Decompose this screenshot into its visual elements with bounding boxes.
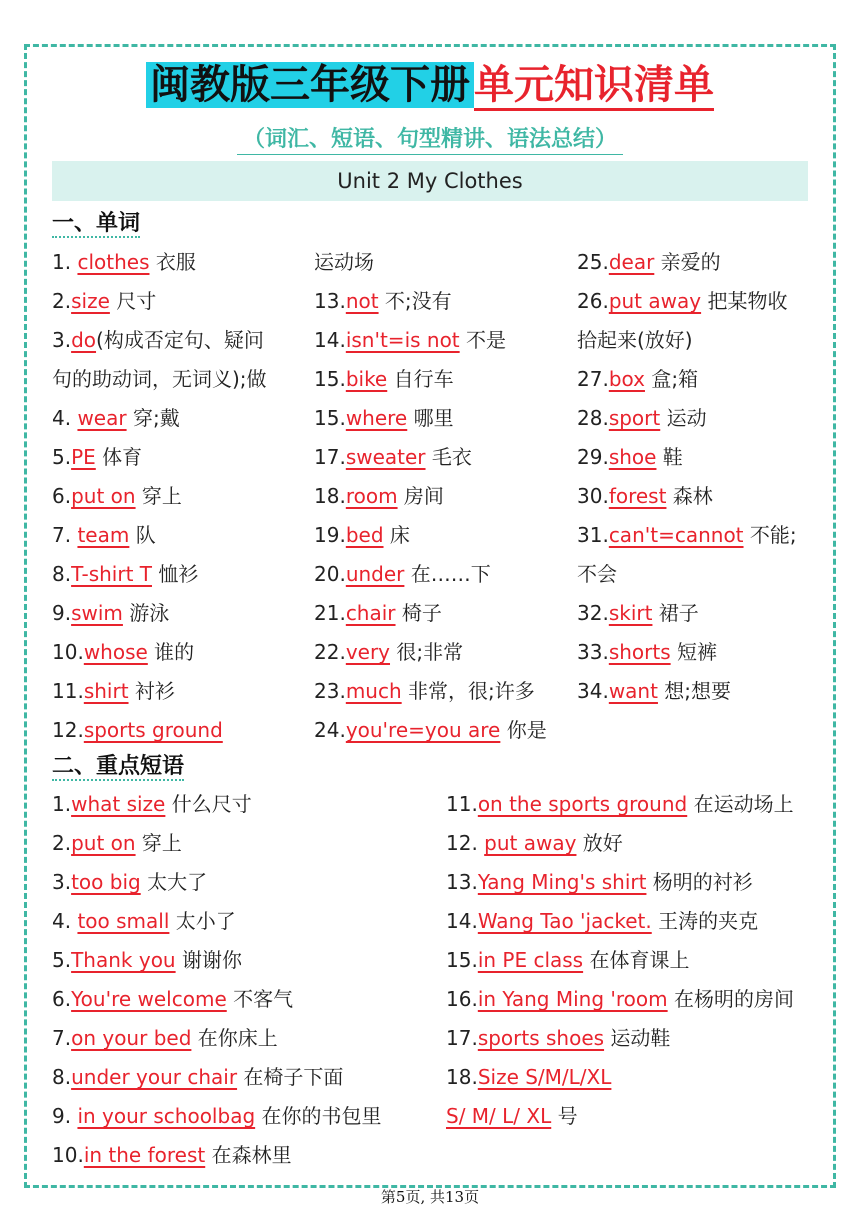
item-english: want xyxy=(608,679,658,703)
item-number: 1. xyxy=(52,792,72,816)
word-item xyxy=(314,360,569,399)
item-number: 31. xyxy=(577,523,609,547)
word-item xyxy=(52,243,307,282)
item-english: in Yang Ming 'room xyxy=(477,987,668,1011)
item-english: on your bed xyxy=(71,1026,192,1050)
word-item xyxy=(52,321,307,360)
item-english: size xyxy=(71,289,110,313)
item-chinese: 自行车 xyxy=(387,367,454,391)
word-item xyxy=(577,399,817,438)
item-english: do xyxy=(71,328,97,352)
item-english: can't=cannot xyxy=(608,523,744,547)
item-continuation: 拾起来(放好) xyxy=(577,328,693,352)
item-english: room xyxy=(345,484,398,508)
item-chinese: 穿上 xyxy=(135,831,182,855)
item-chinese: 不是 xyxy=(459,328,507,352)
item-chinese: 不;没有 xyxy=(378,289,452,313)
item-number: 18. xyxy=(314,484,346,508)
words-column-3 xyxy=(577,243,817,711)
item-number: 22. xyxy=(314,640,346,664)
word-item xyxy=(314,438,569,477)
item-english: forest xyxy=(608,484,667,508)
word-item xyxy=(314,594,569,633)
item-english: put away xyxy=(608,289,702,313)
item-number: 26. xyxy=(577,289,609,313)
item-number: 15. xyxy=(446,948,478,972)
item-number: 13. xyxy=(446,870,478,894)
word-item xyxy=(577,243,817,282)
item-number: 23. xyxy=(314,679,346,703)
item-chinese: 谁的 xyxy=(147,640,195,664)
item-chinese: 在你床上 xyxy=(191,1026,278,1050)
word-item xyxy=(52,594,307,633)
item-chinese: 衣服 xyxy=(149,250,196,274)
item-chinese: 穿上 xyxy=(135,484,182,508)
item-english: Size S/M/L/XL xyxy=(477,1065,612,1089)
phrase-item xyxy=(52,785,442,824)
item-number: 10. xyxy=(52,640,84,664)
item-number: 20. xyxy=(314,562,346,586)
item-number: 33. xyxy=(577,640,609,664)
item-chinese: (构成否定句、疑问 xyxy=(96,328,264,352)
item-number: 6. xyxy=(52,484,72,508)
word-item xyxy=(52,438,307,477)
item-chinese: 体育 xyxy=(95,445,143,469)
item-number: 6. xyxy=(52,987,72,1011)
phrase-item xyxy=(446,902,826,941)
item-english: wear xyxy=(77,406,127,430)
word-item xyxy=(577,438,817,477)
item-chinese: 队 xyxy=(129,523,156,547)
item-english: Thank you xyxy=(71,948,176,972)
item-chinese: 游泳 xyxy=(122,601,170,625)
item-chinese: 在森林里 xyxy=(205,1143,292,1167)
item-continuation: 句的助动词，无词义);做 xyxy=(52,367,267,391)
item-number: 9. xyxy=(52,1104,78,1128)
item-number: 4. xyxy=(52,909,78,933)
item-number: 17. xyxy=(314,445,346,469)
word-item xyxy=(52,360,307,399)
phrase-item xyxy=(52,902,442,941)
item-number: 32. xyxy=(577,601,609,625)
item-chinese: 很;非常 xyxy=(390,640,464,664)
item-english: S/ M/ L/ XL xyxy=(446,1104,552,1128)
item-number: 24. xyxy=(314,718,346,742)
item-chinese: 在你的书包里 xyxy=(255,1104,382,1128)
item-english: Yang Ming's shirt xyxy=(477,870,647,894)
item-english: bed xyxy=(345,523,384,547)
item-number: 25. xyxy=(577,250,609,274)
item-number: 27. xyxy=(577,367,609,391)
item-number: 11. xyxy=(446,792,478,816)
item-english: sweater xyxy=(345,445,426,469)
item-chinese: 你是 xyxy=(500,718,547,742)
item-english: skirt xyxy=(608,601,653,625)
item-english: sports ground xyxy=(83,718,223,742)
item-chinese: 森林 xyxy=(666,484,713,508)
page-footer: 第5页, 共13页 xyxy=(380,1188,480,1206)
item-english: in the forest xyxy=(83,1143,206,1167)
item-chinese: 在杨明的房间 xyxy=(667,987,794,1011)
item-chinese: 亲爱的 xyxy=(654,250,721,274)
item-english: under xyxy=(345,562,405,586)
word-item xyxy=(314,555,569,594)
item-english: too small xyxy=(77,909,170,933)
word-item xyxy=(577,516,817,555)
item-english: on the sports ground xyxy=(477,792,688,816)
item-english: too big xyxy=(71,870,141,894)
item-chinese: 不能; xyxy=(743,523,797,547)
phrase-item xyxy=(446,1097,826,1136)
item-chinese: 非常，很;许多 xyxy=(401,679,535,703)
words-column-1 xyxy=(52,243,307,750)
section-phrases-title xyxy=(52,749,184,780)
item-english: put away xyxy=(484,831,577,855)
word-item xyxy=(314,243,569,282)
item-chinese: 在运动场上 xyxy=(687,792,794,816)
item-number: 28. xyxy=(577,406,609,430)
phrase-item xyxy=(446,941,826,980)
word-item xyxy=(314,399,569,438)
word-item xyxy=(52,672,307,711)
item-number: 15. xyxy=(314,406,346,430)
word-item xyxy=(577,594,817,633)
item-number: 12. xyxy=(446,831,485,855)
phrase-item xyxy=(52,941,442,980)
phrase-item xyxy=(52,824,442,863)
item-continuation: 运动场 xyxy=(314,250,374,274)
word-item xyxy=(52,516,307,555)
item-chinese: 太小了 xyxy=(169,909,236,933)
words-column-2 xyxy=(314,243,569,750)
item-number: 7. xyxy=(52,1026,72,1050)
item-chinese: 衬衫 xyxy=(128,679,175,703)
item-chinese: 运动 xyxy=(660,406,707,430)
item-chinese: 王涛的夹克 xyxy=(651,909,759,933)
item-chinese: 运动鞋 xyxy=(604,1026,671,1050)
item-english: Wang Tao 'jacket. xyxy=(477,909,652,933)
phrase-item xyxy=(446,980,826,1019)
item-number: 4. xyxy=(52,406,78,430)
item-chinese: 谢谢你 xyxy=(175,948,242,972)
item-english: chair xyxy=(345,601,396,625)
phrase-item xyxy=(52,1097,442,1136)
phrase-item xyxy=(446,1058,826,1097)
phrases-column-1 xyxy=(52,785,442,1175)
item-english: under your chair xyxy=(71,1065,238,1089)
item-number: 16. xyxy=(446,987,478,1011)
item-english: very xyxy=(345,640,391,664)
word-item xyxy=(577,555,817,594)
phrase-item xyxy=(52,1058,442,1097)
subtitle xyxy=(0,122,860,153)
item-english: clothes xyxy=(77,250,150,274)
item-chinese: 在体育课上 xyxy=(583,948,690,972)
item-chinese: 穿;戴 xyxy=(126,406,180,430)
item-number: 8. xyxy=(52,1065,72,1089)
item-chinese: 椅子 xyxy=(395,601,442,625)
item-english: box xyxy=(608,367,645,391)
word-item xyxy=(314,711,569,750)
item-english: where xyxy=(345,406,408,430)
word-item xyxy=(314,282,569,321)
item-english: put on xyxy=(71,484,136,508)
word-item xyxy=(314,516,569,555)
item-english: swim xyxy=(71,601,123,625)
word-item xyxy=(52,477,307,516)
item-number: 21. xyxy=(314,601,346,625)
item-continuation: 不会 xyxy=(577,562,617,586)
title-part1: 闽教版三年级下册 xyxy=(146,62,474,108)
word-item xyxy=(52,555,307,594)
word-item xyxy=(52,282,307,321)
item-number: 34. xyxy=(577,679,609,703)
item-english: much xyxy=(345,679,402,703)
page-title xyxy=(0,56,860,114)
phrase-item xyxy=(52,863,442,902)
item-english: sport xyxy=(608,406,661,430)
item-number: 14. xyxy=(314,328,346,352)
item-english: whose xyxy=(83,640,148,664)
item-number: 1. xyxy=(52,250,78,274)
item-english: shirt xyxy=(83,679,129,703)
item-number: 10. xyxy=(52,1143,84,1167)
item-english: bike xyxy=(345,367,388,391)
phrase-item xyxy=(446,1019,826,1058)
phrase-item xyxy=(52,1019,442,1058)
item-number: 5. xyxy=(52,948,72,972)
word-item xyxy=(314,633,569,672)
item-chinese: 哪里 xyxy=(407,406,454,430)
item-chinese: 想;想要 xyxy=(657,679,732,703)
word-item xyxy=(52,399,307,438)
word-item xyxy=(314,321,569,360)
item-number: 2. xyxy=(52,289,72,313)
word-item xyxy=(52,711,307,750)
item-chinese: 恤衫 xyxy=(151,562,199,586)
item-chinese: 把某物收 xyxy=(701,289,788,313)
word-item xyxy=(577,477,817,516)
item-number: 18. xyxy=(446,1065,478,1089)
item-number: 3. xyxy=(52,328,72,352)
item-number: 30. xyxy=(577,484,609,508)
word-item xyxy=(52,633,307,672)
item-chinese: 裙子 xyxy=(652,601,699,625)
item-english: in PE class xyxy=(477,948,584,972)
item-chinese: 放好 xyxy=(576,831,623,855)
item-chinese: 不客气 xyxy=(226,987,294,1011)
word-item xyxy=(314,477,569,516)
item-number: 2. xyxy=(52,831,72,855)
item-number: 9. xyxy=(52,601,72,625)
item-english: T-shirt T xyxy=(71,562,152,586)
item-english: You're welcome xyxy=(71,987,227,1011)
item-number: 19. xyxy=(314,523,346,547)
phrase-item xyxy=(446,785,826,824)
section-words-label: 一、单词 xyxy=(52,211,141,236)
word-item xyxy=(577,360,817,399)
word-item xyxy=(577,672,817,711)
item-chinese: 尺寸 xyxy=(109,289,157,313)
item-chinese: 房间 xyxy=(397,484,444,508)
section-words-title xyxy=(52,206,140,237)
item-number: 3. xyxy=(52,870,72,894)
item-number: 12. xyxy=(52,718,84,742)
phrase-item xyxy=(52,1136,442,1175)
item-number: 5. xyxy=(52,445,72,469)
phrases-column-2 xyxy=(446,785,826,1136)
item-english: shoe xyxy=(608,445,657,469)
phrase-item xyxy=(52,980,442,1019)
item-english: dear xyxy=(608,250,655,274)
item-chinese: 太大了 xyxy=(140,870,208,894)
word-item xyxy=(577,282,817,321)
item-chinese: 什么尺寸 xyxy=(165,792,252,816)
phrase-item xyxy=(446,824,826,863)
item-number: 15. xyxy=(314,367,346,391)
item-english: not xyxy=(345,289,379,313)
item-chinese: 鞋 xyxy=(656,445,683,469)
item-chinese: 毛衣 xyxy=(425,445,472,469)
item-chinese: 号 xyxy=(551,1104,578,1128)
item-number: 11. xyxy=(52,679,84,703)
item-number: 8. xyxy=(52,562,72,586)
item-number: 13. xyxy=(314,289,346,313)
subtitle-text: （词汇、短语、句型精讲、语法总结） xyxy=(237,127,623,155)
item-number: 17. xyxy=(446,1026,478,1050)
item-chinese: 床 xyxy=(383,523,410,547)
item-number: 7. xyxy=(52,523,78,547)
section-phrases-label: 二、重点短语 xyxy=(52,754,185,779)
word-item xyxy=(314,672,569,711)
word-item xyxy=(577,321,817,360)
item-chinese: 杨明的衬衫 xyxy=(646,870,753,894)
item-chinese: 盒;箱 xyxy=(644,367,699,391)
item-english: in your schoolbag xyxy=(77,1104,256,1128)
item-chinese: 在……下 xyxy=(404,562,491,586)
item-chinese: 在椅子下面 xyxy=(237,1065,344,1089)
item-english: you're=you are xyxy=(345,718,501,742)
item-english: what size xyxy=(71,792,166,816)
item-english: put on xyxy=(71,831,136,855)
item-english: shorts xyxy=(608,640,671,664)
item-english: sports shoes xyxy=(477,1026,605,1050)
item-english: isn't=is not xyxy=(345,328,460,352)
item-chinese: 短裤 xyxy=(670,640,717,664)
item-english: team xyxy=(77,523,130,547)
word-item xyxy=(577,633,817,672)
unit-title: Unit 2 My Clothes xyxy=(52,161,808,201)
title-part2: 单元知识清单 xyxy=(474,62,714,111)
item-number: 29. xyxy=(577,445,609,469)
item-english: PE xyxy=(71,445,96,469)
phrase-item xyxy=(446,863,826,902)
item-number: 14. xyxy=(446,909,478,933)
